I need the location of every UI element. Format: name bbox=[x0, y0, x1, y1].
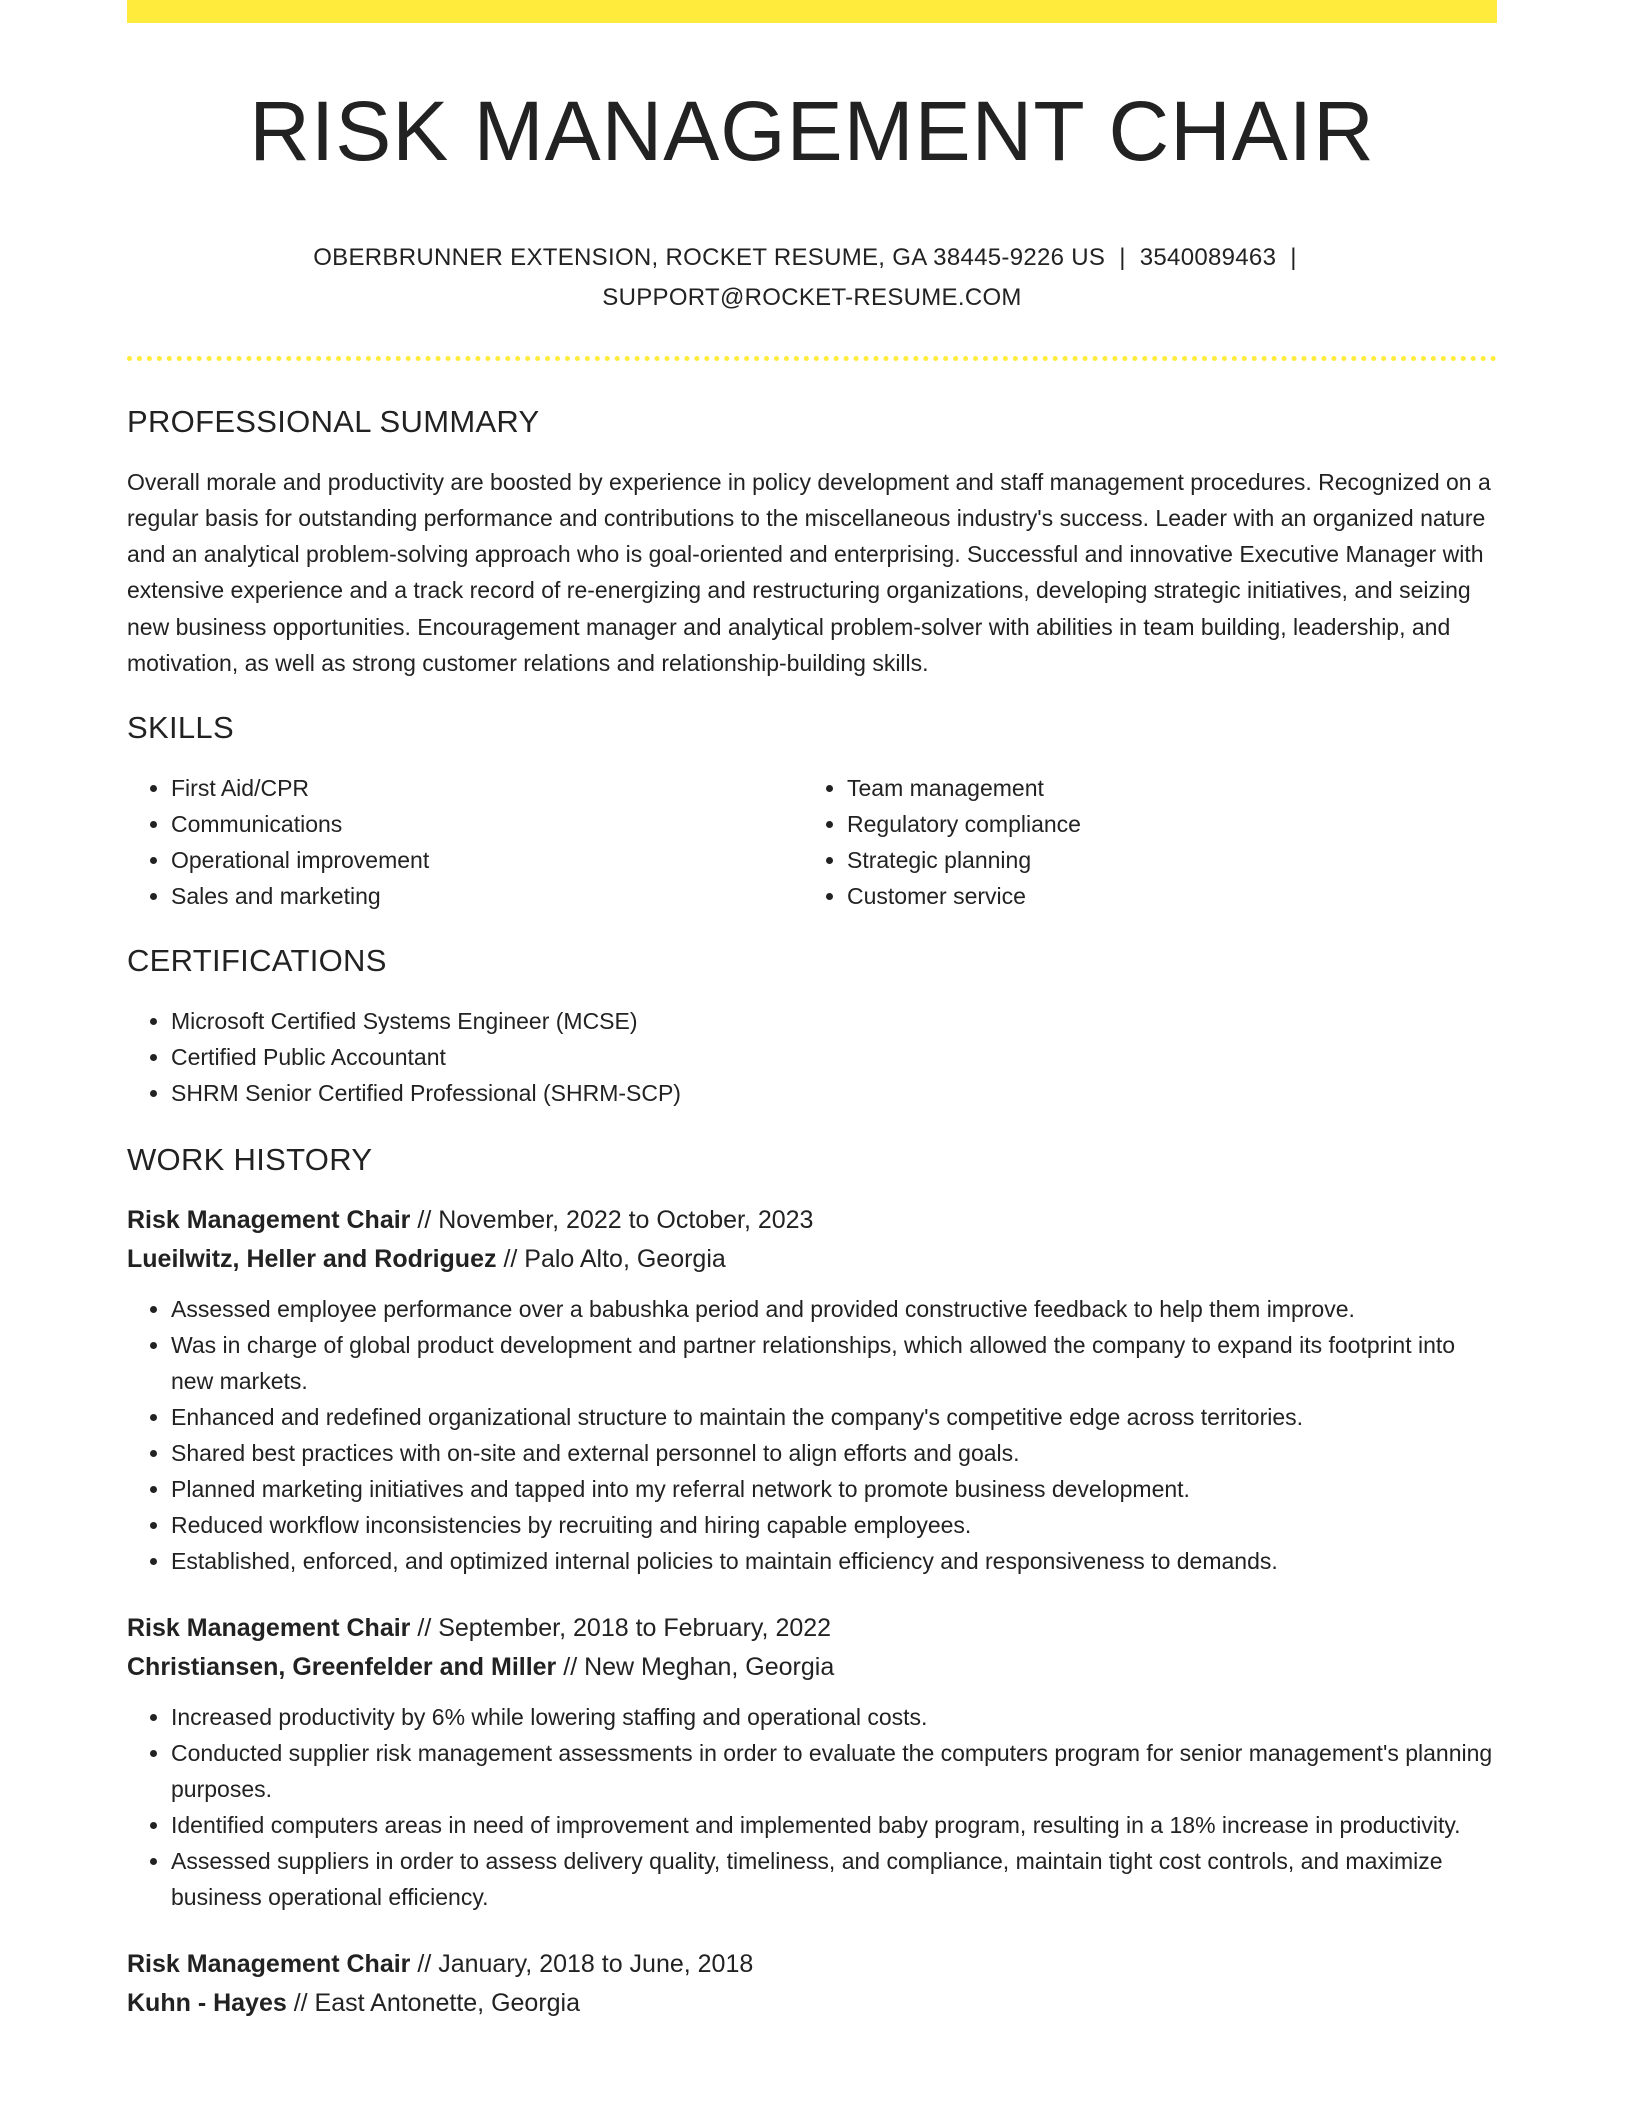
job-company-line bbox=[127, 1240, 1497, 1279]
job-location: // New Meghan, Georgia bbox=[563, 1652, 835, 1681]
job-header bbox=[127, 1945, 1497, 2023]
skills-columns bbox=[127, 770, 1497, 914]
job-company: Lueilwitz, Heller and Rodriguez bbox=[127, 1244, 497, 1273]
job-title-line bbox=[127, 1609, 1497, 1648]
job-header bbox=[127, 1201, 1497, 1279]
job-bullet: • Assessed employee performance over a babushka period and provided constructive feedback to help them improve. bbox=[171, 1291, 1497, 1327]
job-bullet: • Reduced workflow inconsistencies by recruiting and hiring capable employees. bbox=[171, 1507, 1497, 1543]
job-bullet: • Planned marketing initiatives and tapped into my referral network to promote business development. bbox=[171, 1471, 1497, 1507]
contact-separator: | bbox=[1119, 243, 1126, 271]
job-header bbox=[127, 1609, 1497, 1687]
certification-item: • SHRM Senior Certified Professional (SHRM-SCP) bbox=[171, 1075, 1497, 1111]
skill-item: • Communications bbox=[171, 806, 803, 842]
job-bullets bbox=[127, 1291, 1497, 1579]
job-company-line bbox=[127, 1648, 1497, 1687]
job-entry bbox=[127, 1201, 1497, 1579]
contact-separator: | bbox=[1290, 243, 1297, 271]
resume-title: RISK MANAGEMENT CHAIR bbox=[249, 84, 1375, 178]
job-bullet: • Was in charge of global product development and partner relationships, which allowed the company to expand its footprint into new markets. bbox=[171, 1327, 1497, 1399]
job-bullet: • Assessed suppliers in order to assess delivery quality, timeliness, and compliance, maintain tight cost controls, and maximize business operational efficiency. bbox=[171, 1843, 1497, 1915]
skill-item: • Operational improvement bbox=[171, 842, 803, 878]
contact-line-2 bbox=[127, 278, 1497, 318]
job-location: // East Antonette, Georgia bbox=[293, 1988, 581, 2017]
job-bullet: • Established, enforced, and optimized internal policies to maintain efficiency and responsiveness to demands. bbox=[171, 1543, 1497, 1579]
certifications-heading: CERTIFICATIONS bbox=[127, 943, 387, 979]
resume-document bbox=[127, 0, 1497, 2023]
job-entry bbox=[127, 1609, 1497, 1915]
dotted-divider bbox=[127, 356, 1497, 361]
contact-info bbox=[127, 238, 1497, 318]
job-role: Risk Management Chair bbox=[127, 1613, 411, 1642]
contact-phone: 3540089463 bbox=[1139, 243, 1277, 271]
job-bullet: • Identified computers areas in need of improvement and implemented baby program, resulting in a 18% increase in productivity. bbox=[171, 1807, 1497, 1843]
certification-item: • Certified Public Accountant bbox=[171, 1039, 1497, 1075]
contact-address: OBERBRUNNER EXTENSION, ROCKET RESUME, GA 38445-9226 US bbox=[313, 243, 1106, 271]
job-bullet: • Increased productivity by 6% while lowering staffing and operational costs. bbox=[171, 1699, 1497, 1735]
top-accent-bar bbox=[127, 0, 1497, 23]
job-role: Risk Management Chair bbox=[127, 1949, 411, 1978]
skill-item: • First Aid/CPR bbox=[171, 770, 803, 806]
skills-list-right bbox=[803, 770, 1479, 914]
skill-item: • Team management bbox=[847, 770, 1479, 806]
job-title-line bbox=[127, 1945, 1497, 1984]
job-bullet: • Shared best practices with on-site and external personnel to align efforts and goals. bbox=[171, 1435, 1497, 1471]
job-title-line bbox=[127, 1201, 1497, 1240]
contact-line-1 bbox=[127, 238, 1497, 278]
skills-heading: SKILLS bbox=[127, 710, 234, 745]
summary-heading: PROFESSIONAL SUMMARY bbox=[127, 403, 540, 439]
job-company: Christiansen, Greenfelder and Miller bbox=[127, 1652, 557, 1681]
job-company: Kuhn - Hayes bbox=[127, 1988, 287, 2017]
job-dates: // November, 2022 to October, 2023 bbox=[417, 1205, 814, 1234]
skills-list-left bbox=[127, 770, 803, 914]
job-dates: // September, 2018 to February, 2022 bbox=[417, 1613, 832, 1642]
certifications-list bbox=[127, 1003, 1497, 1111]
contact-email: SUPPORT@ROCKET-RESUME.COM bbox=[602, 283, 1022, 311]
skill-item: • Customer service bbox=[847, 878, 1479, 914]
job-entry bbox=[127, 1945, 1497, 2023]
job-bullet: • Enhanced and redefined organizational structure to maintain the company's competitive edge across territories. bbox=[171, 1399, 1497, 1435]
skill-item: • Sales and marketing bbox=[171, 878, 803, 914]
job-bullet: • Conducted supplier risk management assessments in order to evaluate the computers program for senior management's planning purposes. bbox=[171, 1735, 1497, 1807]
job-bullets bbox=[127, 1699, 1497, 1915]
job-dates: // January, 2018 to June, 2018 bbox=[417, 1949, 754, 1978]
work-history-heading: WORK HISTORY bbox=[127, 1142, 373, 1178]
job-company-line bbox=[127, 1984, 1497, 2023]
skill-item: • Strategic planning bbox=[847, 842, 1479, 878]
certification-item: • Microsoft Certified Systems Engineer (MCSE) bbox=[171, 1003, 1497, 1039]
skill-item: • Regulatory compliance bbox=[847, 806, 1479, 842]
job-location: // Palo Alto, Georgia bbox=[503, 1244, 726, 1273]
job-role: Risk Management Chair bbox=[127, 1205, 411, 1234]
summary-text: Overall morale and productivity are boosted by experience in policy development and staff management procedures. Recognized on a regular basis for outstanding performance and contributions to the miscellaneous industry's success. Leader with an organized nature and an analytical problem-solving approach who is goal-oriented and enterprising. Successful and innovative Executive Manager with extensive experience and a track record of re-energizing and restructuring organizations, developing strategic initiatives, and seizing new business opportunities. Encouragement manager and analytical problem-solver with abilities in team building, leadership, and motivation, as well as strong customer relations and relationship-building skills. bbox=[127, 468, 1491, 676]
